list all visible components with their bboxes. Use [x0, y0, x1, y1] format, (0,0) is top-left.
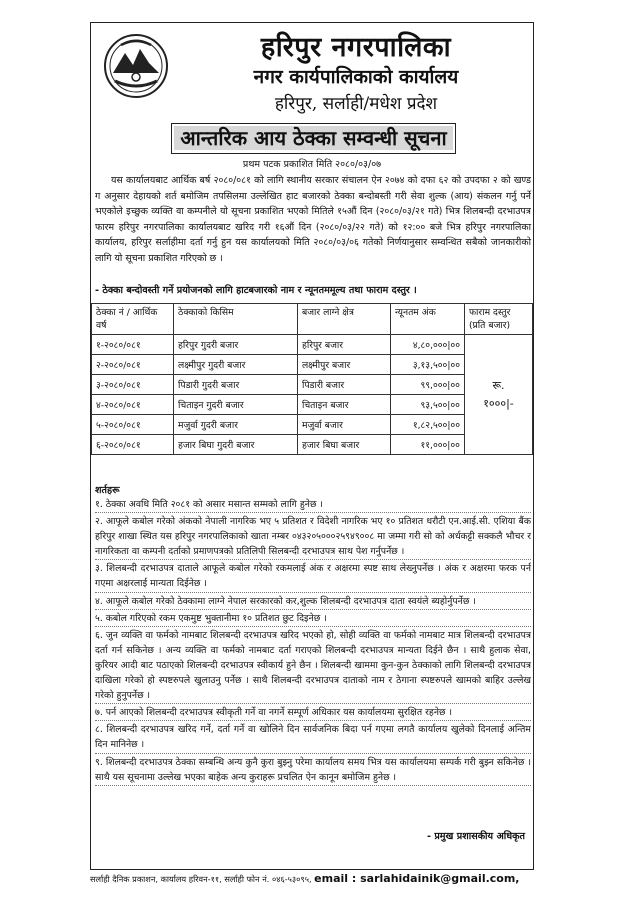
- nepal-government-emblem-icon: [103, 33, 169, 99]
- condition-item: ४. आफूले कबोल गरेको ठेक्कामा लाग्ने नेपाल सरकारको कर,शुल्क शिलबन्दी दरभाउपत्र दाता स्वयंले ब्यहोर्नुपर्नेछ ।: [95, 594, 531, 610]
- notice-title: [171, 123, 456, 154]
- condition-item: २. आफूले कबोल गरेको अंकको नेपाली नागरिक भए ५ प्रतिशत र विदेशी नागरिक भए १० प्रतिशत धरौटी एन.आई.सी. एशिया बैंक हरिपुर शाखा स्थित यस हरिपुर नगरपालिकाको खाता नम्बर ०४३२०५०००२५९४९००८ मा जम्मा गरी सो को अर्धकट्टी सक्कलै भौचर र नागरिकता वा कम्पनी दर्ताको प्रमाणपत्रको प्रतिलिपी सिलबन्दी दरभाउपत्र साथ पेश गर्नुपर्नेछ ।: [95, 514, 531, 560]
- cell-market-area: हरिपुर बजार: [297, 335, 390, 355]
- cell-market-area: हजार बिघा बजार: [297, 435, 390, 455]
- fee-amount: १०००|-: [483, 396, 514, 410]
- notice-paragraph: यस कार्यालयबाट आर्थिक बर्ष २०८०/०८१ को लागि स्थानीय सरकार संचालन ऐन २०७४ को दफा ६२ को उपदफा २ को खण्ड ग अनुसार देहायको शर्त बमोजिम तपसिलमा उल्लेखित हाट बजारको ठेक्का बन्दोबस्ती गरी सेवा शुल्क (आय) संकलन गर्नु पर्ने भएकोले इच्छुक व्यक्ति वा कम्पनीले यो सूचना प्रकाशित भएको मितिले १५औं दिन (२०८०/०३/२१ गते) भित्र शिलबन्दी दरभाउपत्र फारम हरिपुर नगरपालिका कार्यालयबाट खरिद गरी १६औं दिन (२०८०/०३/२२ गते) को १२:०० बजे भित्र हरिपुर नगरपालिका कार्यालय, हरिपुर सर्लाहीमा दर्ता गर्नु हुन यस कार्यालयको मिति २०८०/०३/०६ गतेको निर्णयानुसार सम्वन्धित सबैको जानकारीको लागि यो सूचना प्रकाशित गरिएको छ ।: [95, 175, 531, 264]
- condition-item: ३. शिलबन्दी दरभाउपत्र दाताले आफूले कबोल गरेको रकमलाई अंक र अक्षरमा स्पष्ट साथ लेख्नुपर्नेछ । अंक र अक्षरमा फरक पर्न गएमा अक्षरलाई मान्यता दिईनेछ ।: [95, 561, 531, 592]
- col-header-form-fee: फाराम दस्तुर (प्रति बजार): [464, 304, 532, 335]
- notice-title-text: आन्तरिक आय ठेक्का सम्वन्धी सूचना: [174, 126, 452, 150]
- conditions-list: [95, 497, 531, 787]
- cell-contract-no: १-२०८०/०८१: [92, 335, 174, 355]
- cell-contract-type: हजार बिघा गुदरी बजार: [173, 435, 297, 455]
- cell-form-fee: [464, 335, 532, 455]
- table-note: - ठेक्का बन्दोवस्ती गर्ने प्रयोजनको लागि हाटबजारको नाम र न्यूनतममूल्य तथा फाराम दस्तुर ।: [95, 285, 417, 296]
- cell-contract-no: ४-२०८०/०८१: [92, 395, 174, 415]
- office-name: नगर कार्यपालिकाको कार्यालय: [253, 66, 459, 88]
- footer-publisher-text: सर्लाही दैनिक प्रकाशन, कार्यालय हरिवन-११, सर्लाही फोन नं. ०४६-५३०९५,: [90, 874, 312, 884]
- cell-min-amount: ९३,५००|००: [390, 395, 464, 415]
- cell-min-amount: ९९,०००|००: [390, 375, 464, 395]
- col-header-contract-type: ठेक्काको किसिम: [173, 304, 297, 335]
- publication-date: प्रथम पटक प्रकाशित मिति २०८०/०३/०७: [242, 159, 382, 170]
- cell-contract-no: २-२०८०/०८१: [92, 355, 174, 375]
- condition-item: ६. जुन व्यक्ति वा फर्मको नामबाट शिलबन्दी दरभाउपत्र खरिद भएको हो, सोही व्यक्ति वा फर्मको नामबाट मात्र शिलबन्दी दरभाउपत्र दर्ता गर्न सकिनेछ । अन्य व्यक्ति वा फर्मको नामबाट दर्ता गराएको शिलबन्दी दरभाउपत्र मान्यता दिईने छैन । साथै हुलाक सेवा, कुरियर आदी बाट पठाएको शिलबन्दी दरभाउपत्र स्वीकार्य हुने छैन । शिलबन्दी खाममा कुन-कुन ठेक्काको लागि शिलबन्दी दरभाउपत्र दाखिला गरेको हो स्पष्टरुपले खुलाउनु पर्नेछ । साथै शिलबन्दी दरभाउपत्र दाताको नाम र ठेगाना स्पष्टरुपले खामको बाहिर उल्लेख गरेको हुनुपर्नेछ ।: [95, 628, 531, 704]
- cell-contract-type: पिडारी गुदरी बजार: [173, 375, 297, 395]
- cell-contract-type: लक्ष्मीपुर गुदरी बजार: [173, 355, 297, 375]
- office-address: हरिपुर, सर्लाही/मधेश प्रदेश: [274, 94, 438, 114]
- cell-contract-no: ५-२०८०/०८१: [92, 415, 174, 435]
- conditions-heading: शर्तहरू: [95, 485, 120, 496]
- col-header-min-amount: न्यूनतम अंक: [390, 304, 464, 335]
- footer-email: email : sarlahidainik@gmail.com,: [314, 872, 520, 885]
- condition-item: १. ठेक्का अवधि मिति २०८१ को असार मसान्त सम्मको लागि हुनेछ ।: [95, 497, 531, 513]
- table-row: [92, 335, 533, 355]
- fee-currency: रू.: [492, 378, 505, 392]
- cell-market-area: लक्ष्मीपुर बजार: [297, 355, 390, 375]
- cell-contract-type: चिताइन गुदरी बजार: [173, 395, 297, 415]
- cell-min-amount: ३,१३,५००|००: [390, 355, 464, 375]
- condition-item: ५. कबोल गरिएको रकम एकमुष्ट भुक्तानीमा १० प्रतिशत छुट दिइनेछ ।: [95, 611, 531, 627]
- cell-contract-type: मजुर्वा गुदरी बजार: [173, 415, 297, 435]
- cell-min-amount: १,८२,५००|००: [390, 415, 464, 435]
- table-header-row: [92, 304, 533, 335]
- cell-contract-no: ६-२०८०/०८१: [92, 435, 174, 455]
- cell-market-area: पिडारी बजार: [297, 375, 390, 395]
- cell-market-area: मजुर्वा बजार: [297, 415, 390, 435]
- notice-header: [91, 23, 533, 119]
- notice-body: [95, 173, 531, 267]
- condition-item: ८. शिलबन्दी दरभाउपत्र खरिद गर्ने, दर्ता गर्ने वा खोलिने दिन सार्वजनिक बिदा पर्न गएमा लगतै कार्यालय खुलेको दिनलाई अन्तिम दिन मानिनेछ ।: [95, 722, 531, 753]
- signoff-chief-officer: - प्रमुख प्रशासकीय अधिकृत: [427, 831, 525, 842]
- cell-contract-type: हरिपुर गुदरी बजार: [173, 335, 297, 355]
- cell-contract-no: ३-२०८०/०८१: [92, 375, 174, 395]
- col-header-market-area: बजार लाग्ने क्षेत्र: [297, 304, 390, 335]
- notice-frame: [90, 22, 534, 870]
- tender-table: [91, 303, 533, 455]
- condition-item: ७. पर्न आएको शिलबन्दी दरभाउपत्र स्वीकृती गर्ने वा नगर्ने सम्पूर्ण अधिकार यस कार्यालयमा सुरक्षित रहनेछ ।: [95, 705, 531, 721]
- cell-min-amount: ४,८०,०००|००: [390, 335, 464, 355]
- cell-market-area: चिताइन बजार: [297, 395, 390, 415]
- col-header-contract-no: ठेक्का नं / आर्थिक वर्ष: [92, 304, 174, 335]
- municipality-name: हरिपुर नगरपालिका: [260, 32, 452, 63]
- condition-item: ९. शिलबन्दी दरभाउपत्र ठेक्का सम्बन्धि अन्य कुनै कुरा बुझ्नु परेमा कार्यालय समय भित्र यस कार्यालयमा सम्पर्क गरी बुझ्न सकिनेछ । साथै यस सूचनामा उल्लेख भएका बाहेक अन्य कुराहरू प्रचलित ऐन कानून बमोजिम हुनेछ ।: [95, 755, 531, 786]
- publisher-footer: [90, 872, 550, 885]
- cell-min-amount: ११,०००|००: [390, 435, 464, 455]
